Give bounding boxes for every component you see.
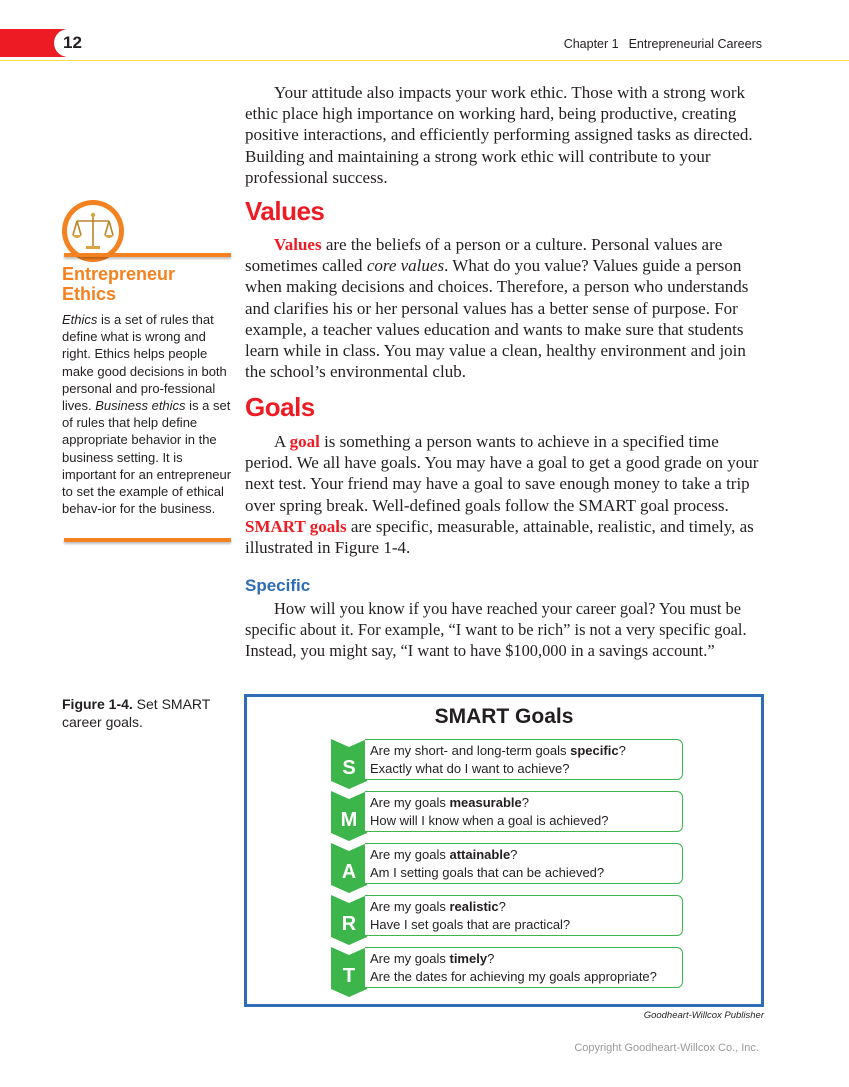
values-section	[245, 196, 761, 382]
values-term: Values	[274, 235, 322, 254]
sidebar-title	[62, 264, 175, 304]
question-mark: ?	[498, 899, 506, 914]
question-keyword: timely	[449, 951, 488, 966]
question-text: Are my goals	[370, 951, 450, 966]
question-line2: Exactly what do I want to achieve?	[370, 761, 570, 776]
goals-paragraph	[245, 431, 761, 558]
question-text: Are my short- and long-term goals	[370, 743, 571, 758]
sidebar-title-line1: Entrepreneur	[62, 264, 176, 284]
question-keyword: measurable	[449, 795, 522, 810]
specific-paragraph: How will you know if you have reached your career goal? You must be specific about it. For example, “I want to be rich” is not a very specific goal. Instead, you might say, “I want to have $100,000 in a savings account.”	[245, 599, 747, 661]
smart-row-specific	[331, 739, 683, 789]
sidebar-rule-bottom	[64, 538, 231, 542]
figure-label: Figure 1-4.	[62, 696, 133, 712]
smart-letter: A	[341, 861, 357, 883]
question-line2: How will I know when a goal is achieved?	[370, 813, 609, 828]
figure-credit: Goodheart-Willcox Publisher	[643, 1010, 764, 1021]
goals-text-1: is something a person wants to achieve in a specified time period. We all have goals. You may have a goal to get a good grade on your next test. Your friend may have a goal to save enough money to take a trip over spring break. Well-defined goals follow the SMART goal process.	[245, 432, 759, 515]
question-line2: Have I set goals that are practical?	[370, 917, 571, 932]
smart-goals-term: SMART goals	[245, 516, 347, 536]
values-text-1: are the beliefs of a person or a culture. Personal values are sometimes called	[245, 235, 723, 276]
smart-row-realistic	[331, 895, 683, 945]
smart-row-measurable	[331, 791, 683, 841]
question-text: Are my goals	[370, 847, 450, 862]
question-text: Are my goals	[370, 899, 450, 914]
smart-letter: S	[342, 757, 356, 779]
sidebar-body	[62, 311, 234, 517]
specific-section	[245, 576, 761, 662]
page-header	[0, 29, 849, 61]
question-keyword: realistic	[449, 899, 499, 914]
values-text-2: . What do you value? Values guide a person when making decisions and choices. Therefore, a person who understands and clarifies his or her personal values has a better sense of purpose. For example, a teacher values education and wants to make sure that students learn while in class. You may value a clean, healthy environment and join the school’s environmental club.	[245, 256, 749, 382]
smart-letter: T	[342, 965, 356, 987]
smart-card	[365, 895, 683, 936]
smart-card	[365, 739, 683, 780]
copyright-footer: Copyright Goodheart-Willcox Co., Inc.	[574, 1042, 759, 1054]
question-text: Are my goals	[370, 795, 450, 810]
sidebar-text-1: is a set of rules that define what is wrong and right. Ethics helps people make good decisions in both personal and pro-fessional lives.	[62, 312, 227, 414]
question-mark: ?	[521, 795, 529, 810]
chapter-number: Chapter 1	[563, 37, 619, 51]
specific-heading: Specific	[245, 576, 311, 595]
smart-card	[365, 947, 683, 988]
goals-section	[245, 392, 761, 558]
sidebar-rule-top	[64, 253, 231, 257]
header-rule	[0, 60, 849, 61]
intro-paragraph: Your attitude also impacts your work ethic. Those with a strong work ethic place high importance on working hard, being productive, creating positive interactions, and efficiently performing assigned tasks as directed. Building and maintaining a strong work ethic will contribute to your professional success.	[245, 83, 753, 187]
goal-term: goal	[289, 432, 320, 451]
sidebar-title-line2: Ethics	[62, 284, 117, 304]
smart-card	[365, 791, 683, 832]
values-heading: Values	[245, 196, 325, 226]
core-values-term: core values	[366, 256, 445, 276]
running-head	[564, 37, 762, 51]
goals-lead: A	[274, 432, 290, 451]
question-keyword: specific	[570, 743, 619, 758]
smart-row-attainable	[331, 843, 683, 893]
goals-text-2: are specific, measurable, attainable, realistic, and timely, as illustrated in Figure 1-4.	[245, 516, 754, 558]
smart-row-timely	[331, 947, 683, 997]
intro-section	[245, 82, 761, 188]
smart-letter: R	[341, 913, 357, 935]
question-mark: ?	[510, 847, 518, 862]
question-keyword: attainable	[449, 847, 511, 862]
goals-heading: Goals	[245, 392, 315, 422]
values-paragraph	[245, 234, 761, 382]
question-mark: ?	[618, 743, 626, 758]
figure-caption	[62, 695, 232, 731]
chapter-title: Entrepreneurial Careers	[628, 37, 762, 51]
sidebar-text-2: is a set of rules that help define appropriate behavior in the business setting. It is important for an entrepreneur to set the example of ethical behav-ior for the business.	[62, 398, 232, 517]
smart-goals-figure	[244, 694, 764, 1007]
page-number: 12	[63, 33, 82, 52]
business-ethics-term: Business ethics	[95, 398, 186, 414]
question-line2: Are the dates for achieving my goals appropriate?	[370, 969, 657, 984]
question-line2: Am I setting goals that can be achieved?	[370, 865, 605, 880]
smart-goals-title: SMART Goals	[434, 705, 574, 728]
ethics-term: Ethics	[62, 312, 98, 327]
smart-letter: M	[340, 809, 358, 831]
figure-caption-text: Set SMART career goals.	[62, 696, 211, 730]
smart-card	[365, 843, 683, 884]
question-mark: ?	[487, 951, 495, 966]
